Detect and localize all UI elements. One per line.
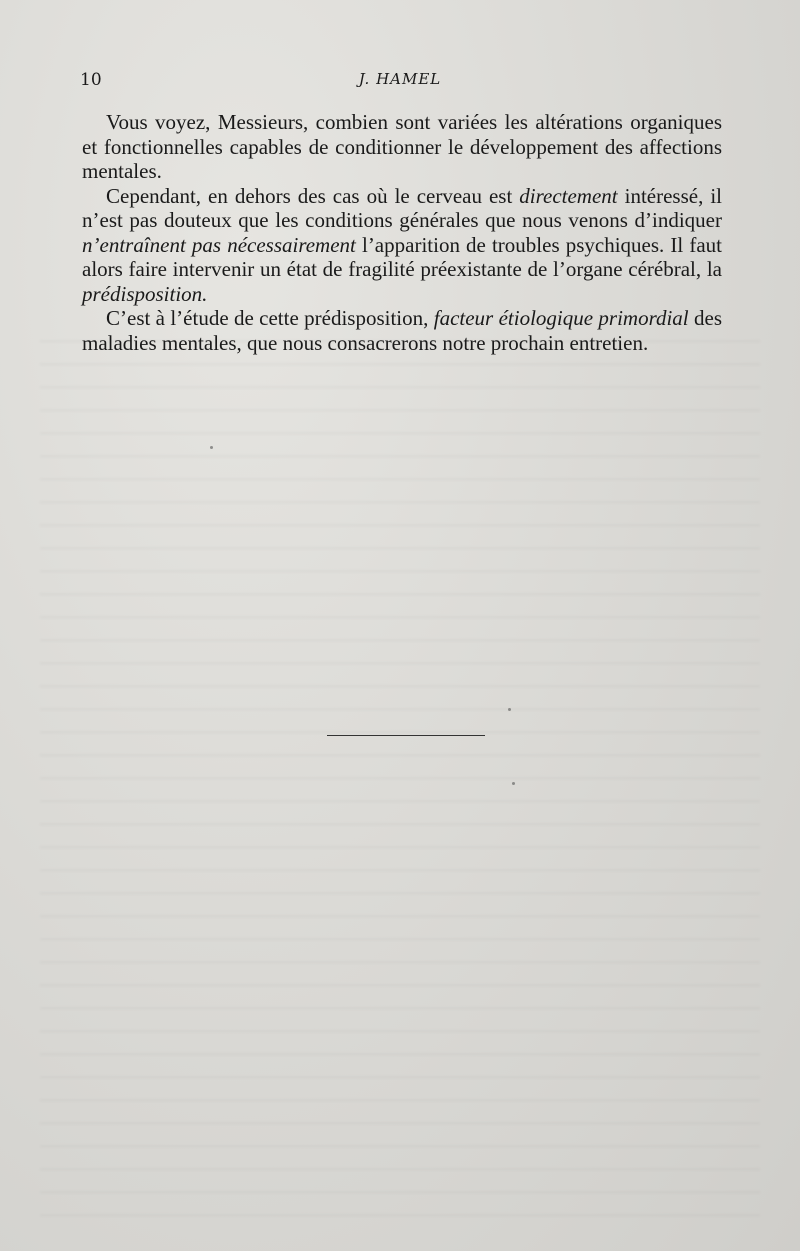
running-head: J. HAMEL	[358, 70, 442, 88]
print-speck	[508, 708, 511, 711]
emphasis-run: prédisposition.	[82, 281, 208, 306]
text-run: Cependant, en dehors des cas où le cerveau est	[106, 183, 520, 208]
text-run: des maladies mentales, que nous consacrerons notre prochain entretien.	[82, 306, 722, 355]
paragraph-2	[82, 184, 722, 307]
emphasis-run: facteur étiologique primordial	[433, 306, 689, 330]
show-through-texture	[40, 320, 760, 1220]
print-speck	[512, 782, 515, 785]
body-text	[82, 110, 722, 355]
print-speck	[210, 446, 213, 449]
page-number: 10	[80, 70, 102, 90]
text-run: intéressé, il n’est pas douteux que les conditions générales que nous venons d’indiquer	[82, 183, 722, 232]
emphasis-run: directement	[519, 183, 618, 208]
text-run: C’est à l’étude de cette prédisposition,	[106, 306, 434, 330]
emphasis-run: n’entraînent pas nécessairement	[82, 232, 356, 257]
page-header	[80, 70, 720, 94]
paragraph-3	[82, 306, 722, 355]
section-divider-rule	[327, 735, 485, 736]
paragraph-1	[82, 110, 722, 184]
text-run: Vous voyez, Messieurs, combien sont variées les altérations organiques et fonctionnelles capables de conditionner le développement des affections mentales.	[82, 110, 722, 183]
text-run: l’apparition de troubles psychiques. Il faut alors faire intervenir un état de fragilité préexistante de l’organe cérébral, la	[82, 232, 722, 281]
